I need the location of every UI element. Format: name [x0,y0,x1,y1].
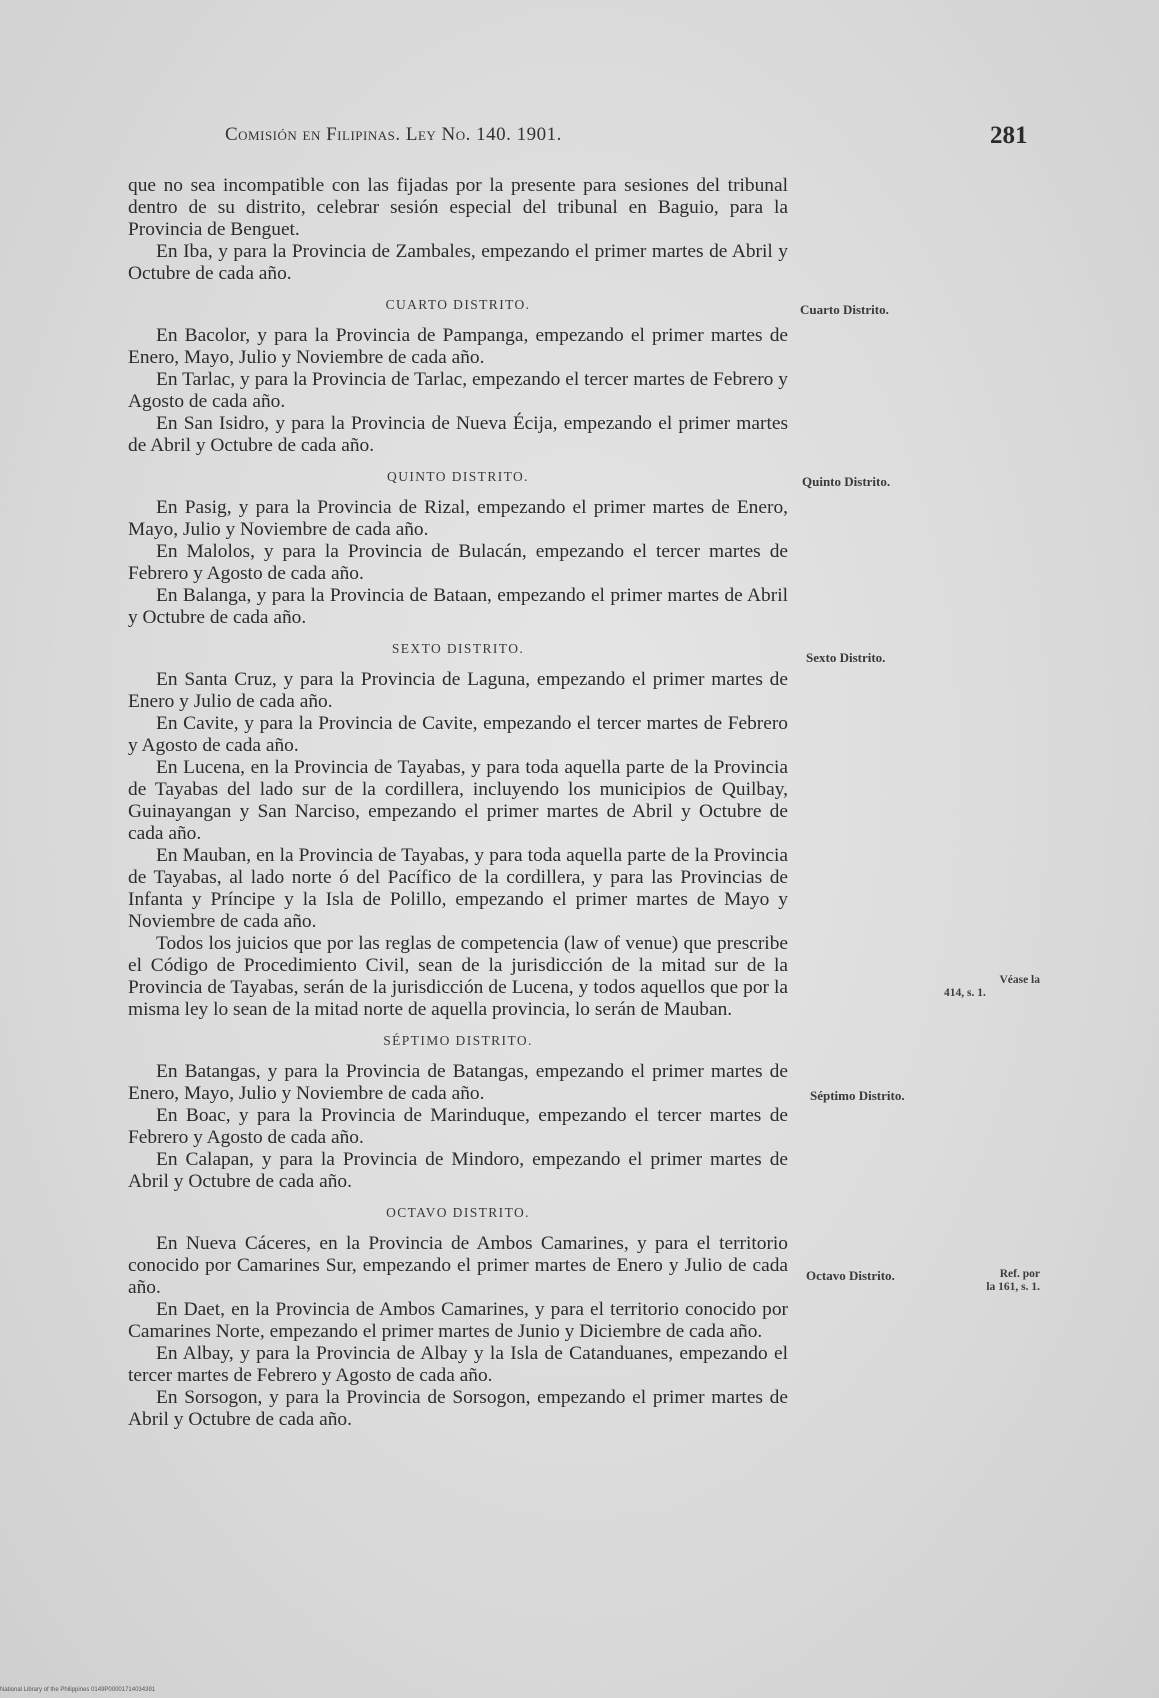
page-number: 281 [990,122,1028,149]
margin-note-septimo: Séptimo Distrito. [810,1088,905,1103]
paragraph: En San Isidro, y para la Provincia de Nueva Écija, empezando el primer martes de Abril y Octubre de cada año. [128,413,788,456]
paragraph: En Mauban, en la Provincia de Tayabas, y para toda aquella parte de la Provincia de Tayabas, al lado norte ó del Pacífico de la cordillera, y para las Provincias de Infanta y Príncipe y la Isla de Polillo, empezando el primer martes de Mayo y Noviembre de cada año. [128,845,788,932]
paragraph: En Boac, y para la Provincia de Marinduque, empezando el tercer martes de Febrero y Agosto de cada año. [128,1105,788,1148]
cross-reference-line: 414, s. 1. [944,987,986,999]
paragraph: En Malolos, y para la Provincia de Bulacán, empezando el tercer martes de Febrero y Agosto de cada año. [128,541,788,584]
paragraph: En Daet, en la Provincia de Ambos Camarines, y para el territorio conocido por Camarines Norte, empezando el primer martes de Junio y Diciembre de cada año. [128,1299,788,1342]
cross-reference-line: Ref. por [999,1268,1040,1280]
paragraph: En Sorsogon, y para la Provincia de Sorsogon, empezando el primer martes de Abril y Octubre de cada año. [128,1387,788,1430]
margin-note-quinto: Quinto Distrito. [802,474,891,489]
paragraph: En Pasig, y para la Provincia de Rizal, empezando el primer martes de Enero, Mayo, Julio y Noviembre de cada año. [128,497,788,540]
section-heading-quinto: QUINTO DISTRITO. [387,469,529,484]
cross-reference-note [940,974,1040,1000]
paragraph: En Balanga, y para la Provincia de Bataan, empezando el primer martes de Abril y Octubre de cada año. [128,585,788,628]
paragraph: En Batangas, y para la Provincia de Batangas, empezando el primer martes de Enero, Mayo, Julio y Noviembre de cada año. [128,1061,788,1104]
paragraph: En Iba, y para la Provincia de Zambales, empezando el primer martes de Abril y Octubre de cada año. [128,241,788,284]
paragraph: En Albay, y para la Provincia de Albay y la Isla de Catanduanes, empezando el tercer martes de Febrero y Agosto de cada año. [128,1343,788,1386]
paragraph: que no sea incompatible con las fijadas por la presente para sesiones del tribunal dentro de su distrito, celebrar sesión especial del tribunal en Baguio, para la Provincia de Benguet. [128,175,788,240]
paragraph: En Cavite, y para la Provincia de Cavite, empezando el tercer martes de Febrero y Agosto de cada año. [128,713,788,756]
margin-note-octavo: Octavo Distrito. [806,1268,895,1283]
cross-reference-line: Véase la [999,974,1040,986]
paragraph: En Nueva Cáceres, en la Provincia de Ambos Camarines, y para el territorio conocido por Camarines Sur, empezando el primer martes de Enero y Julio de cada año. [128,1233,788,1298]
paragraph: En Bacolor, y para la Provincia de Pampanga, empezando el primer martes de Enero, Mayo, Julio y Noviembre de cada año. [128,325,788,368]
paragraph: En Tarlac, y para la Provincia de Tarlac, empezando el tercer martes de Febrero y Agosto de cada año. [128,369,788,412]
section-heading-septimo: SÉPTIMO DISTRITO. [383,1033,533,1048]
scan-credit: National Library of the Philippines 0149P00001714034391 [0,1687,156,1693]
section-heading-octavo: OCTAVO DISTRITO. [386,1205,530,1220]
margin-note-cuarto: Cuarto Distrito. [800,302,889,317]
section-heading-cuarto: CUARTO DISTRITO. [385,297,531,312]
paragraph: En Lucena, en la Provincia de Tayabas, y para toda aquella parte de la Provincia de Tayabas del lado sur de la cordillera, incluyendo los municipios de Quilbay, Guinayangan y San Narciso, empezando el primer martes de Abril y Octubre de cada año. [128,757,788,844]
section-heading-sexto: SEXTO DISTRITO. [391,641,525,656]
margin-note-sexto: Sexto Distrito. [806,650,886,665]
running-head: Comisión en Filipinas. Ley No. 140. 1901. [225,124,562,145]
paragraph: Todos los juicios que por las reglas de competencia (law of venue) que prescribe el Código de Procedimiento Civil, sean de la jurisdicción de la mitad sur de la Provincia de Tayabas, serán de la jurisdicción de Lucena, y todos aquellos que por la misma ley lo sean de la mitad norte de aquella provincia, lo serán de Mauban. [128,933,788,1020]
cross-reference-note [940,1268,1040,1294]
paragraph: En Calapan, y para la Provincia de Mindoro, empezando el primer martes de Abril y Octubre de cada año. [128,1149,788,1192]
paragraph: En Santa Cruz, y para la Provincia de Laguna, empezando el primer martes de Enero y Julio de cada año. [128,669,788,712]
body-text [128,175,788,1431]
cross-reference-line: la 161, s. 1. [986,1281,1040,1293]
